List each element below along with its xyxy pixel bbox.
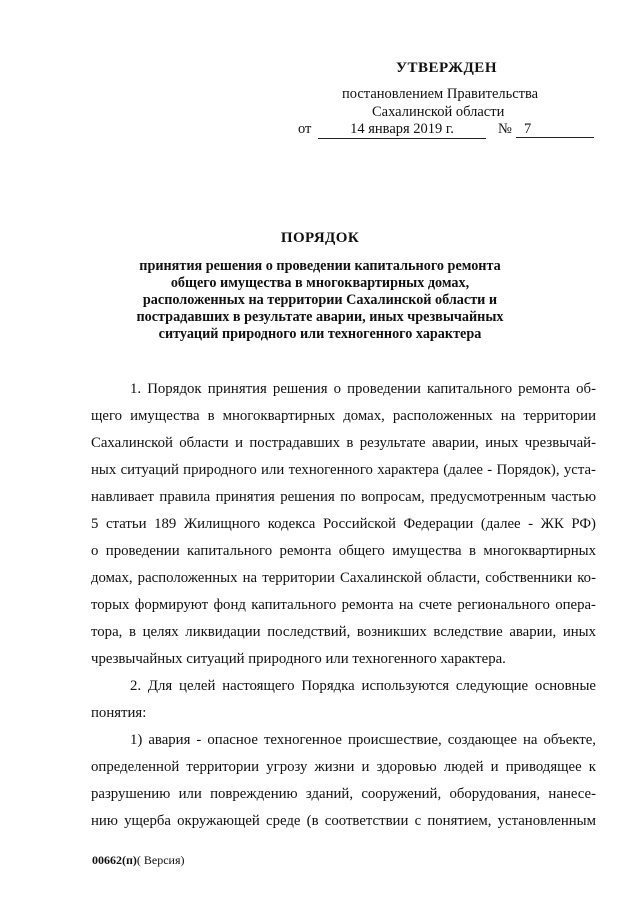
approval-number-label: №: [498, 121, 512, 137]
approval-date-row: [298, 121, 598, 139]
body-line: определенной территории угрозу жизни и здоровью людей и приводящее к: [91, 759, 596, 775]
subtitle-line: пострадавших в результате аварии, иных чрезвычайных: [136, 309, 504, 325]
approval-date: 14 января 2019 г.: [318, 121, 486, 139]
subtitle-line: общего имущества в многоквартирных домах,: [170, 275, 470, 291]
approval-title: УТВЕРЖДЕН: [396, 60, 497, 76]
body-line: 1. Порядок принятия решения о проведении капитального ремонта об-: [130, 381, 596, 397]
approval-line-2: Сахалинской области: [372, 104, 505, 120]
body-line: чрезвычайных ситуаций природного или техногенного характера.: [91, 651, 506, 667]
body-line: 2. Для целей настоящего Порядка используются следующие основные: [130, 678, 596, 694]
subtitle-line: расположенных на территории Сахалинской области и: [142, 292, 498, 308]
document-title: ПОРЯДОК: [280, 230, 360, 246]
document-subtitle: [120, 258, 520, 343]
body-line: торых формируют фонд капитального ремонта на счете регионального опера-: [91, 597, 596, 613]
approval-line-1: постановлением Правительства: [342, 86, 539, 102]
body-line: навливает правила принятия решения по вопросам, предусмотренным частью: [91, 489, 596, 505]
approval-from-label: от: [298, 121, 312, 137]
body-line: щего имущества в многоквартирных домах, расположенных на территории: [91, 408, 596, 424]
body-line: ных ситуаций природного или техногенного характера (далее - Порядок), уста-: [91, 462, 596, 478]
body-line: понятия:: [91, 705, 147, 721]
body-line: Сахалинской области и пострадавших в результате аварии, иных чрезвычай-: [91, 435, 596, 451]
body-line: тора, в целях ликвидации последствий, возникших вследствие аварии, иных: [91, 624, 596, 640]
body-line: нию ущерба окружающей среде (в соответствии с понятием, установленным: [91, 813, 596, 829]
body-line: 1) авария - опасное техногенное происшествие, создающее на объекте,: [130, 732, 596, 748]
subtitle-line: принятия решения о проведении капитального ремонта: [139, 258, 501, 274]
body-line: о проведении капитального ремонта общего имущества в многоквартирных: [91, 543, 596, 559]
footer-version: ( Версия): [136, 853, 185, 867]
footer-code: 00662(п): [92, 853, 137, 867]
approval-number: 7: [516, 121, 594, 138]
subtitle-line: ситуаций природного или техногенного характера: [158, 326, 482, 342]
document-footer: [92, 853, 185, 868]
body-line: разрушению или повреждению зданий, сооружений, оборудования, нанесе-: [91, 786, 596, 802]
body-line: 5 статьи 189 Жилищного кодекса Российской Федерации (далее - ЖК РФ): [91, 516, 596, 532]
body-line: домах, расположенных на территории Сахалинской области, собственники ко-: [91, 570, 596, 586]
